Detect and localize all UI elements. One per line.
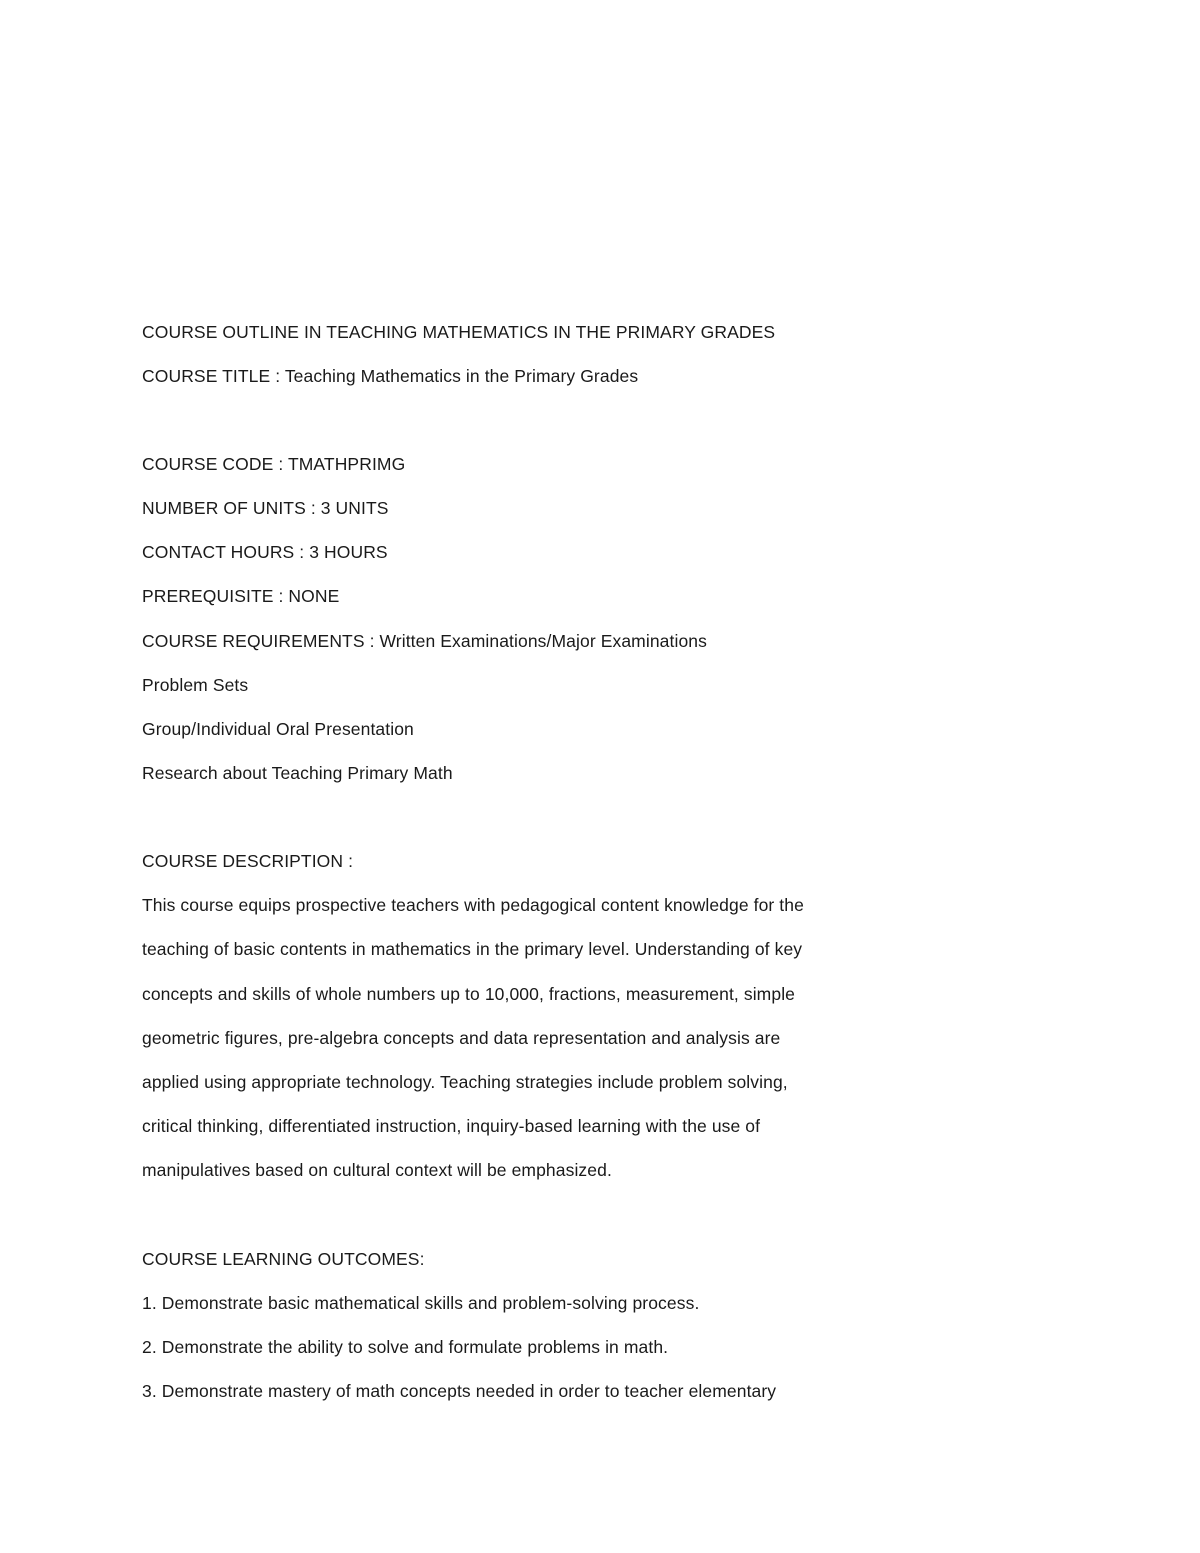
description-line: teaching of basic contents in mathematics in the primary level. Understanding of key xyxy=(142,939,803,959)
requirement-item: Research about Teaching Primary Math xyxy=(142,763,453,783)
contact-hours: CONTACT HOURS : 3 HOURS xyxy=(142,542,388,562)
requirement-item: Group/Individual Oral Presentation xyxy=(142,719,414,739)
document-heading: COURSE OUTLINE IN TEACHING MATHEMATICS IN THE PRIMARY GRADES xyxy=(142,322,776,342)
description-line: critical thinking, differentiated instruction, inquiry-based learning with the use of xyxy=(142,1116,761,1136)
description-line: geometric figures, pre-algebra concepts and data representation and analysis are xyxy=(142,1028,781,1048)
outcome-item: 2. Demonstrate the ability to solve and formulate problems in math. xyxy=(142,1337,669,1357)
description-line: This course equips prospective teachers with pedagogical content knowledge for the xyxy=(142,895,804,915)
course-requirements: COURSE REQUIREMENTS : Written Examinations/Major Examinations xyxy=(142,631,707,651)
number-of-units: NUMBER OF UNITS : 3 UNITS xyxy=(142,498,389,518)
description-heading: COURSE DESCRIPTION : xyxy=(142,851,354,871)
course-title: COURSE TITLE : Teaching Mathematics in the Primary Grades xyxy=(142,366,639,386)
description-line: concepts and skills of whole numbers up to 10,000, fractions, measurement, simple xyxy=(142,984,796,1004)
description-line: manipulatives based on cultural context will be emphasized. xyxy=(142,1160,612,1180)
description-line: applied using appropriate technology. Teaching strategies include problem solving, xyxy=(142,1072,788,1092)
outcome-item: 3. Demonstrate mastery of math concepts needed in order to teacher elementary xyxy=(142,1381,777,1401)
requirement-item: Problem Sets xyxy=(142,675,249,695)
course-code: COURSE CODE : TMATHPRIMG xyxy=(142,454,406,474)
outcomes-heading: COURSE LEARNING OUTCOMES: xyxy=(142,1249,425,1269)
outcome-item: 1. Demonstrate basic mathematical skills and problem-solving process. xyxy=(142,1293,700,1313)
prerequisite: PREREQUISITE : NONE xyxy=(142,586,340,606)
